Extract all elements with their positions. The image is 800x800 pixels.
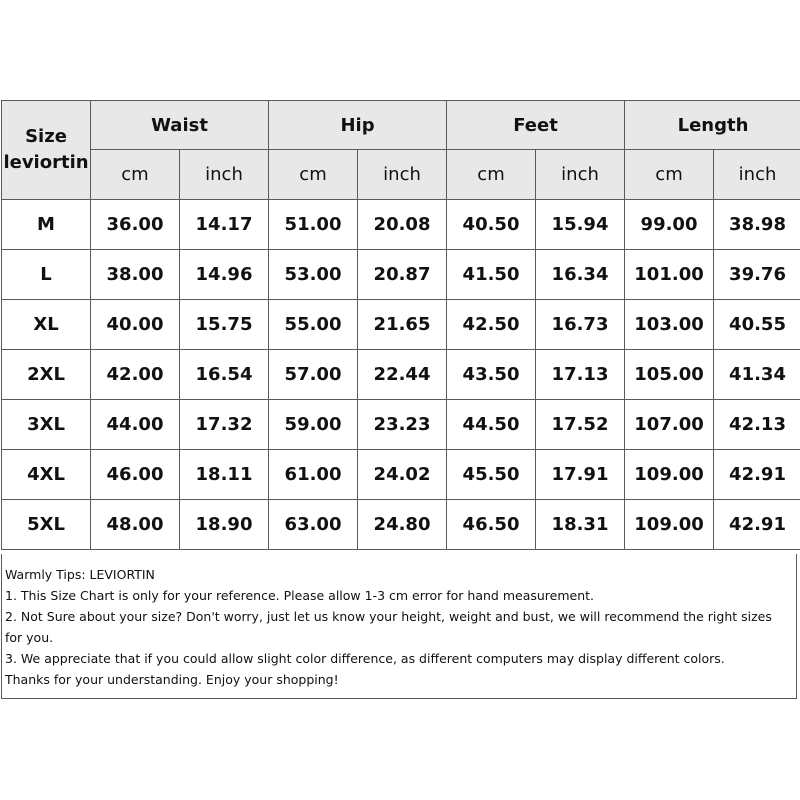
value-cell: 46.50 (447, 500, 536, 550)
table-row (2, 300, 800, 350)
value-cell: 18.31 (536, 500, 625, 550)
value-cell: 40.55 (714, 300, 800, 350)
value-cell: 107.00 (625, 400, 714, 450)
value-cell: 42.00 (91, 350, 180, 400)
unit-header-inch: inch (714, 150, 800, 200)
tip-line: 3. We appreciate that if you could allow slight color difference, as different computers may display different colors. (5, 651, 725, 666)
size-cell: M (2, 200, 91, 250)
value-cell: 14.17 (180, 200, 269, 250)
value-cell: 42.50 (447, 300, 536, 350)
value-cell: 42.91 (714, 450, 800, 500)
value-cell: 18.90 (180, 500, 269, 550)
value-cell: 41.34 (714, 350, 800, 400)
table-row (2, 250, 800, 300)
value-cell: 22.44 (358, 350, 447, 400)
size-header-line-1: Size (25, 126, 67, 147)
value-cell: 40.00 (91, 300, 180, 350)
size-cell: 4XL (2, 450, 91, 500)
value-cell: 36.00 (91, 200, 180, 250)
tip-line: Thanks for your understanding. Enjoy your shopping! (5, 672, 339, 687)
unit-header-cm: cm (269, 150, 358, 200)
value-cell: 48.00 (91, 500, 180, 550)
value-cell: 61.00 (269, 450, 358, 500)
tips-title: Warmly Tips: LEVIORTIN (5, 567, 155, 582)
group-header-hip: Hip (269, 101, 447, 150)
value-cell: 40.50 (447, 200, 536, 250)
value-cell: 59.00 (269, 400, 358, 450)
unit-header-cm: cm (91, 150, 180, 200)
value-cell: 55.00 (269, 300, 358, 350)
value-cell: 16.34 (536, 250, 625, 300)
unit-header-inch: inch (180, 150, 269, 200)
value-cell: 41.50 (447, 250, 536, 300)
unit-header-cm: cm (447, 150, 536, 200)
value-cell: 43.50 (447, 350, 536, 400)
value-cell: 24.80 (358, 500, 447, 550)
group-header-feet: Feet (447, 101, 625, 150)
value-cell: 17.32 (180, 400, 269, 450)
value-cell: 38.98 (714, 200, 800, 250)
table-row (2, 200, 800, 250)
value-cell: 101.00 (625, 250, 714, 300)
value-cell: 42.91 (714, 500, 800, 550)
value-cell: 109.00 (625, 500, 714, 550)
value-cell: 15.94 (536, 200, 625, 250)
value-cell: 105.00 (625, 350, 714, 400)
table-row (2, 450, 800, 500)
size-cell: 5XL (2, 500, 91, 550)
size-header-line-2: leviortin (3, 152, 89, 173)
group-header-length: Length (625, 101, 800, 150)
unit-header-inch: inch (536, 150, 625, 200)
value-cell: 63.00 (269, 500, 358, 550)
value-cell: 39.76 (714, 250, 800, 300)
value-cell: 17.52 (536, 400, 625, 450)
table-row (2, 500, 800, 550)
value-cell: 24.02 (358, 450, 447, 500)
value-cell: 53.00 (269, 250, 358, 300)
value-cell: 23.23 (358, 400, 447, 450)
value-cell: 18.11 (180, 450, 269, 500)
size-header (2, 101, 91, 200)
value-cell: 21.65 (358, 300, 447, 350)
value-cell: 20.08 (358, 200, 447, 250)
size-cell: 2XL (2, 350, 91, 400)
value-cell: 99.00 (625, 200, 714, 250)
value-cell: 45.50 (447, 450, 536, 500)
value-cell: 44.50 (447, 400, 536, 450)
value-cell: 14.96 (180, 250, 269, 300)
value-cell: 20.87 (358, 250, 447, 300)
value-cell: 38.00 (91, 250, 180, 300)
size-chart (1, 100, 799, 550)
value-cell: 16.73 (536, 300, 625, 350)
value-cell: 17.91 (536, 450, 625, 500)
tip-line: 2. Not Sure about your size? Don't worry, just let us know your height, weight and bust, we will recommend the right sizes for you. (5, 609, 772, 645)
size-cell: 3XL (2, 400, 91, 450)
value-cell: 103.00 (625, 300, 714, 350)
size-cell: XL (2, 300, 91, 350)
value-cell: 44.00 (91, 400, 180, 450)
value-cell: 51.00 (269, 200, 358, 250)
table-row (2, 400, 800, 450)
size-cell: L (2, 250, 91, 300)
tips-box (1, 554, 797, 699)
tip-line: 1. This Size Chart is only for your reference. Please allow 1-3 cm error for hand measurement. (5, 588, 595, 603)
unit-header-cm: cm (625, 150, 714, 200)
value-cell: 109.00 (625, 450, 714, 500)
value-cell: 46.00 (91, 450, 180, 500)
table-row (2, 350, 800, 400)
group-header-waist: Waist (91, 101, 269, 150)
value-cell: 15.75 (180, 300, 269, 350)
unit-header-inch: inch (358, 150, 447, 200)
size-table (1, 100, 800, 550)
value-cell: 57.00 (269, 350, 358, 400)
value-cell: 16.54 (180, 350, 269, 400)
value-cell: 42.13 (714, 400, 800, 450)
value-cell: 17.13 (536, 350, 625, 400)
